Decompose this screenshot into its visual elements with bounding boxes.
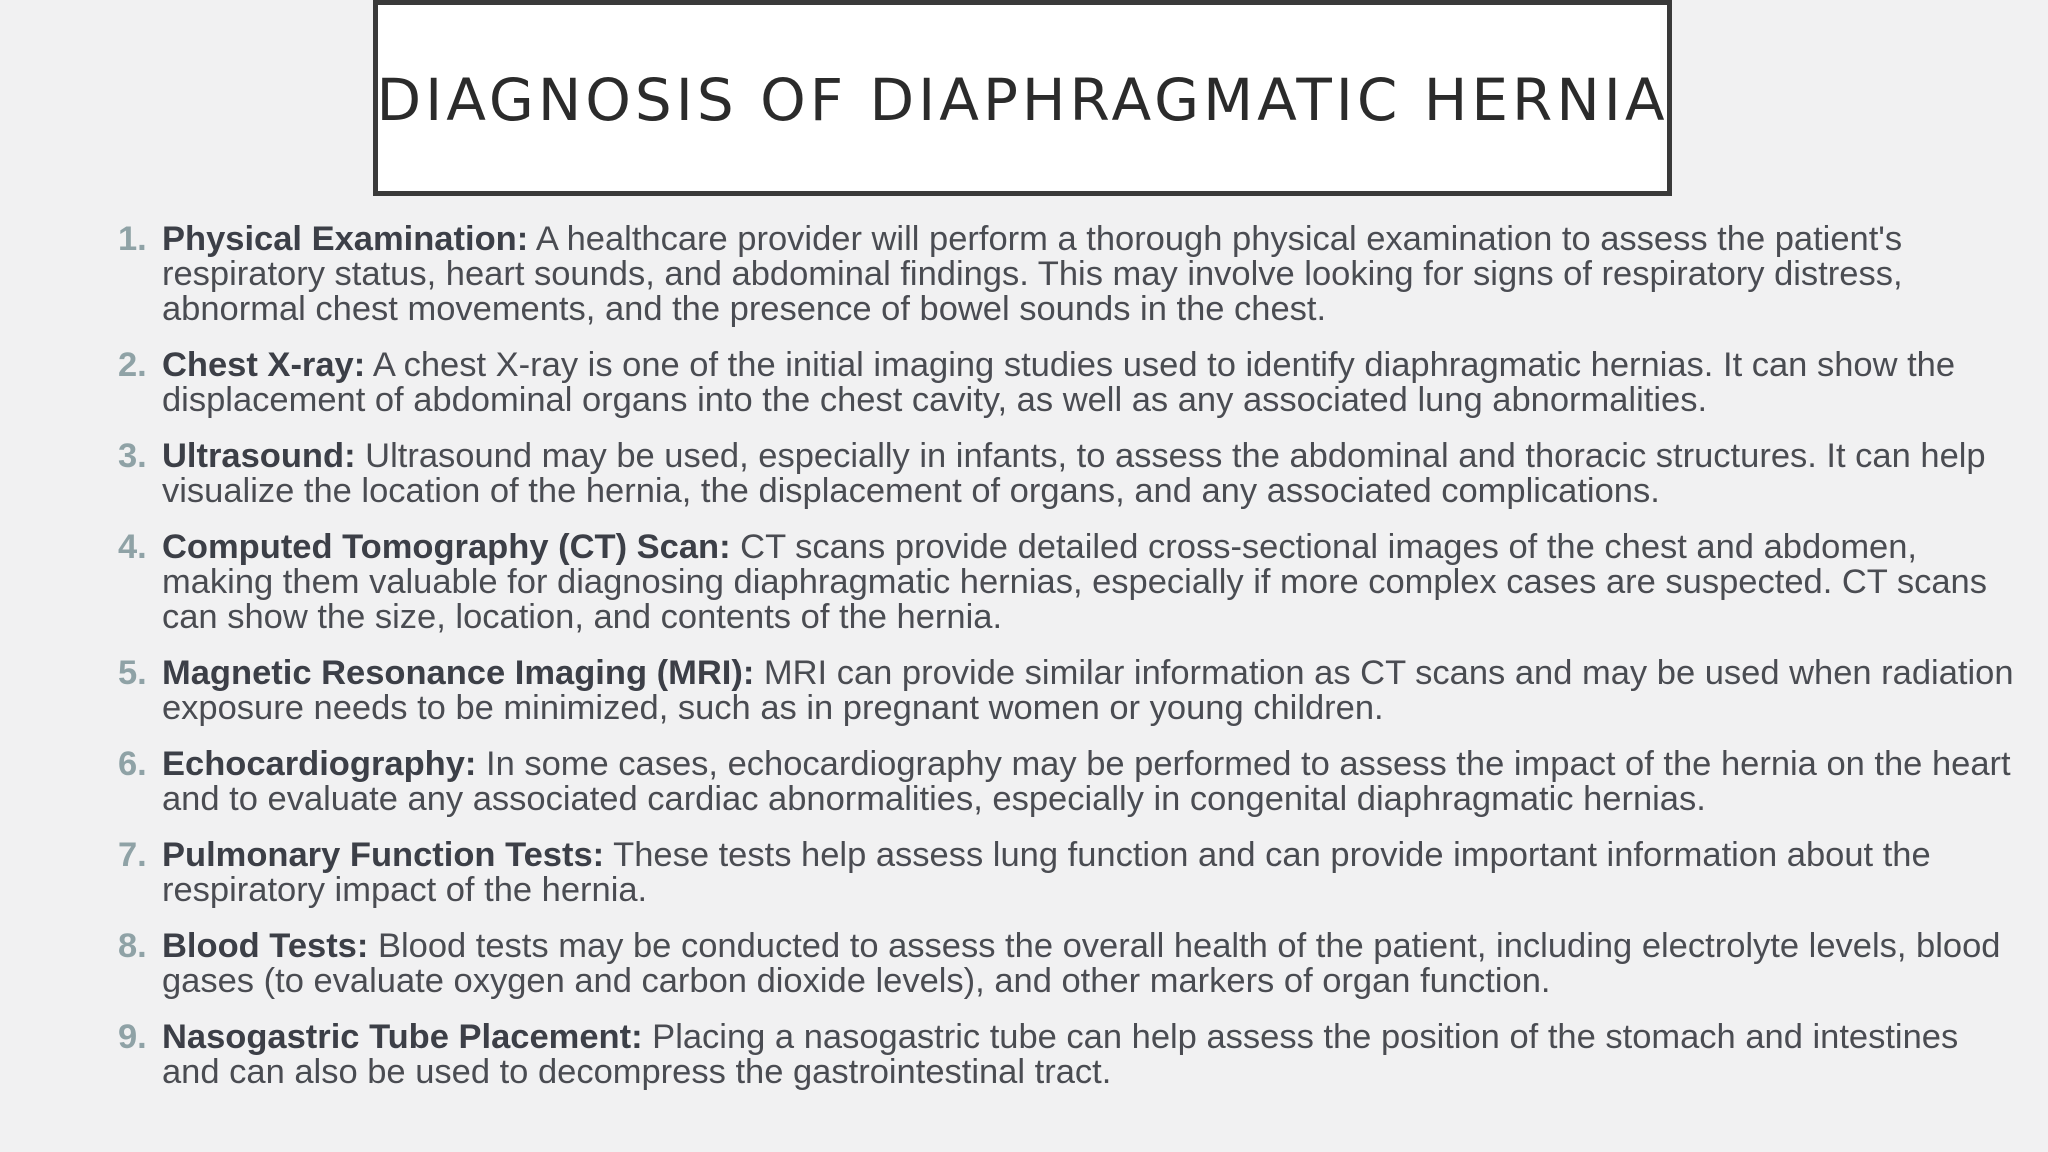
item-number: 9.	[118, 1018, 147, 1056]
item-content	[162, 439, 2018, 509]
list-item	[118, 656, 2018, 726]
diagnosis-list	[118, 222, 2018, 1111]
list-item	[118, 348, 2018, 418]
item-number: 6.	[118, 745, 147, 783]
item-term: Nasogastric Tube Placement:	[162, 1018, 643, 1056]
item-term: Pulmonary Function Tests:	[162, 836, 605, 874]
item-term: Ultrasound:	[162, 437, 356, 475]
item-content	[162, 1020, 2018, 1090]
item-text: Blood tests may be conducted to assess the overall health of the patient, including electrolyte levels, blood gases (to evaluate oxygen and carbon dioxide levels), and other markers of organ function.	[162, 927, 2001, 1000]
item-term: Echocardiography:	[162, 745, 477, 783]
item-number: 5.	[118, 654, 147, 692]
title-box	[373, 0, 1672, 196]
list-item	[118, 530, 2018, 635]
item-term: Physical Examination:	[162, 220, 529, 258]
item-number: 1.	[118, 220, 147, 258]
item-number: 3.	[118, 437, 147, 475]
item-text: Ultrasound may be used, especially in infants, to assess the abdominal and thoracic structures. It can help visualize the location of the hernia, the displacement of organs, and any associated complications.	[162, 437, 1986, 510]
item-text: Placing a nasogastric tube can help assess the position of the stomach and intestines and can also be used to decompress the gastrointestinal tract.	[162, 1018, 1959, 1091]
item-number: 8.	[118, 927, 147, 965]
item-content	[162, 222, 2018, 327]
item-content	[162, 656, 2018, 726]
item-number: 2.	[118, 346, 147, 384]
item-term: Computed Tomography (CT) Scan:	[162, 528, 731, 566]
list-item	[118, 222, 2018, 327]
item-content	[162, 348, 2018, 418]
item-term: Blood Tests:	[162, 927, 369, 965]
item-text: A chest X-ray is one of the initial imaging studies used to identify diaphragmatic hernias. It can show the displacement of abdominal organs into the chest cavity, as well as any associated lung abnormalities.	[162, 346, 1956, 419]
item-text: These tests help assess lung function and can provide important information about the respiratory impact of the hernia.	[162, 836, 1931, 909]
list-item	[118, 747, 2018, 817]
item-content	[162, 530, 2018, 635]
item-text: MRI can provide similar information as CT scans and may be used when radiation exposure needs to be minimized, such as in pregnant women or young children.	[162, 654, 2014, 727]
list-item	[118, 838, 2018, 908]
item-content	[162, 838, 2018, 908]
item-text: A healthcare provider will perform a thorough physical examination to assess the patient's respiratory status, heart sounds, and abdominal findings. This may involve looking for signs of respiratory distress, abnormal chest movements, and the presence of bowel sounds in the chest.	[162, 220, 1903, 328]
item-number: 4.	[118, 528, 147, 566]
item-number: 7.	[118, 836, 147, 874]
item-content	[162, 929, 2018, 999]
list-item	[118, 1020, 2018, 1090]
list-item	[118, 439, 2018, 509]
item-content	[162, 747, 2018, 817]
item-term: Magnetic Resonance Imaging (MRI):	[162, 654, 755, 692]
list-item	[118, 929, 2018, 999]
item-term: Chest X-ray:	[162, 346, 366, 384]
item-text: CT scans provide detailed cross-sectional images of the chest and abdomen, making them valuable for diagnosing diaphragmatic hernias, especially if more complex cases are suspected. CT scans can show the size, location, and contents of the hernia.	[162, 528, 1987, 636]
item-text: In some cases, echocardiography may be performed to assess the impact of the hernia on the heart and to evaluate any associated cardiac abnormalities, especially in congenital diaphragmatic hernias.	[162, 745, 2011, 818]
slide-title: DIAGNOSIS OF DIAPHRAGMATIC HERNIA	[376, 66, 1669, 134]
